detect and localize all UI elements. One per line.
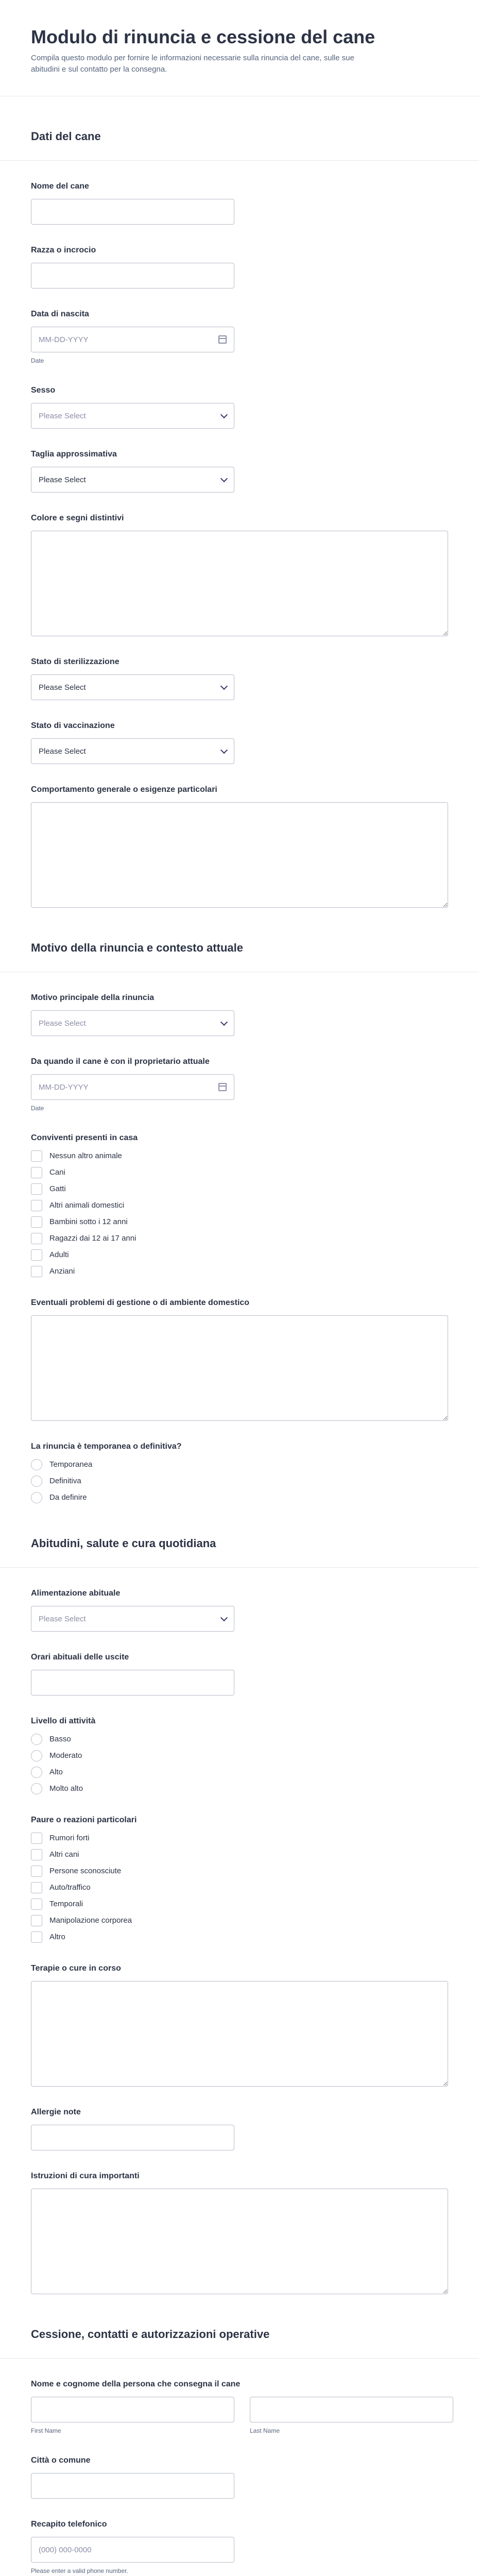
- field-label: La rinuncia è temporanea o definitiva?: [31, 1442, 182, 1451]
- since-date-input[interactable]: [31, 1074, 234, 1100]
- fears-checkboxes: [31, 1833, 448, 1943]
- option-label: Alto: [49, 1768, 63, 1776]
- chevron-down-icon: [220, 474, 228, 482]
- checkbox[interactable]: [31, 1216, 42, 1228]
- field-colors: [0, 493, 479, 636]
- checkbox[interactable]: [31, 1266, 42, 1277]
- calendar-icon[interactable]: [218, 1083, 227, 1091]
- chevron-down-icon: [220, 682, 228, 689]
- field-label: Orari abituali delle uscite: [31, 1653, 129, 1662]
- checkbox[interactable]: [31, 1915, 42, 1926]
- field-label: Sesso: [31, 386, 56, 395]
- field-breed: [0, 225, 479, 289]
- care-textarea[interactable]: [31, 2189, 448, 2294]
- field-sublabel: Date: [31, 357, 44, 364]
- food-select[interactable]: [31, 1606, 234, 1632]
- field-temporary: [0, 1421, 479, 1503]
- vaccination-select[interactable]: [31, 738, 234, 764]
- field-since: [0, 1036, 479, 1112]
- checkbox-option[interactable]: [31, 1899, 448, 1910]
- section-title: Abitudini, salute e cura quotidiana: [31, 1537, 216, 1550]
- radio-option[interactable]: [31, 1476, 448, 1487]
- field-label: Allergie note: [31, 2108, 81, 2116]
- checkbox-option[interactable]: [31, 1183, 448, 1195]
- therapy-textarea[interactable]: [31, 1981, 448, 2087]
- radio[interactable]: [31, 1459, 42, 1470]
- field-label: Alimentazione abituale: [31, 1589, 121, 1598]
- field-label: Da quando il cane è con il proprietario attuale: [31, 1057, 210, 1066]
- last-name-input[interactable]: [250, 2397, 453, 2422]
- field-label: Eventuali problemi di gestione o di ambiente domestico: [31, 1298, 250, 1307]
- checkbox-option[interactable]: [31, 1150, 448, 1162]
- checkbox-option[interactable]: [31, 1200, 448, 1211]
- field-size: [0, 429, 479, 493]
- checkbox[interactable]: [31, 1849, 42, 1860]
- field-label: Città o comune: [31, 2456, 91, 2465]
- field-label: Razza o incrocio: [31, 246, 96, 255]
- checkbox-option[interactable]: [31, 1266, 448, 1277]
- field-person-name: [0, 2359, 479, 2435]
- select-value: Please Select: [39, 747, 86, 756]
- option-label: Da definire: [49, 1493, 87, 1502]
- issues-textarea[interactable]: [31, 1315, 448, 1421]
- field-walks: [0, 1632, 479, 1696]
- radio[interactable]: [31, 1492, 42, 1503]
- field-label: Livello di attività: [31, 1717, 96, 1725]
- option-label: Nessun altro animale: [49, 1151, 122, 1160]
- option-label: Altro: [49, 1933, 65, 1941]
- field-label: Comportamento generale o esigenze particolari: [31, 785, 217, 794]
- select-value: Please Select: [39, 1019, 86, 1028]
- field-sublabel: Please enter a valid phone number.: [31, 2567, 128, 2574]
- checkbox-option[interactable]: [31, 1216, 448, 1228]
- date-placeholder: MM-DD-YYYY: [39, 335, 89, 344]
- radio-option[interactable]: [31, 1783, 448, 1794]
- radio-option[interactable]: [31, 1750, 448, 1761]
- checkbox[interactable]: [31, 1833, 42, 1844]
- checkbox[interactable]: [31, 1200, 42, 1211]
- field-label: Taglia approssimativa: [31, 450, 117, 459]
- checkbox-option[interactable]: [31, 1931, 448, 1943]
- option-label: Altri animali domestici: [49, 1201, 125, 1210]
- radio[interactable]: [31, 1783, 42, 1794]
- option-label: Bambini sotto i 12 anni: [49, 1217, 128, 1226]
- field-label: Istruzioni di cura importanti: [31, 2172, 140, 2180]
- checkbox-option[interactable]: [31, 1249, 448, 1261]
- option-label: Rumori forti: [49, 1834, 90, 1842]
- field-allergies: [0, 2087, 479, 2150]
- field-city: [0, 2435, 479, 2499]
- sterilization-select[interactable]: [31, 674, 234, 700]
- breed-input[interactable]: [31, 263, 234, 289]
- field-therapy: [0, 1943, 479, 2087]
- reason-select[interactable]: [31, 1010, 234, 1036]
- radio[interactable]: [31, 1476, 42, 1487]
- option-label: Gatti: [49, 1184, 66, 1193]
- form-subtitle: Compila questo modulo per fornire le informazioni necessarie sulla rinuncia del cane, sulle sue abitudini e sul contatto per la consegna.: [31, 54, 354, 74]
- field-sublabel: Last Name: [250, 2427, 280, 2434]
- checkbox[interactable]: [31, 1150, 42, 1162]
- select-value: Please Select: [39, 475, 86, 484]
- option-label: Adulti: [49, 1250, 69, 1259]
- field-label: Nome e cognome della persona che consegna il cane: [31, 2380, 241, 2388]
- field-sublabel: Date: [31, 1105, 44, 1112]
- field-label: Terapie o cure in corso: [31, 1964, 121, 1973]
- first-name-col: [31, 2397, 234, 2435]
- activity-radios: [31, 1734, 448, 1794]
- field-vaccination: [0, 700, 479, 764]
- checkbox-option[interactable]: [31, 1915, 448, 1926]
- option-label: Basso: [49, 1735, 71, 1743]
- chevron-down-icon: [220, 1614, 228, 1621]
- cohabitants-checkboxes: [31, 1150, 448, 1277]
- date-placeholder: MM-DD-YYYY: [39, 1082, 89, 1092]
- first-name-input[interactable]: [31, 2397, 234, 2422]
- checkbox-option[interactable]: [31, 1833, 448, 1844]
- section-contacts: [0, 2294, 479, 2359]
- birth-date-input[interactable]: [31, 327, 234, 352]
- radio[interactable]: [31, 1734, 42, 1745]
- size-select[interactable]: [31, 467, 234, 493]
- option-label: Temporali: [49, 1900, 83, 1908]
- option-label: Moderato: [49, 1751, 82, 1760]
- field-care: [0, 2150, 479, 2294]
- section-dog-data: [0, 96, 479, 161]
- form-header: [0, 0, 479, 96]
- calendar-icon[interactable]: [218, 335, 227, 344]
- field-label: Stato di sterilizzazione: [31, 657, 119, 666]
- section-title: Dati del cane: [31, 130, 101, 143]
- option-label: Auto/traffico: [49, 1883, 91, 1892]
- option-label: Altri cani: [49, 1850, 79, 1859]
- checkbox-option[interactable]: [31, 1849, 448, 1860]
- field-label: Recapito telefonico: [31, 2520, 107, 2529]
- checkbox[interactable]: [31, 1866, 42, 1877]
- section-title: Motivo della rinuncia e contesto attuale: [31, 941, 243, 954]
- select-value: Please Select: [39, 411, 86, 420]
- checkbox[interactable]: [31, 1233, 42, 1244]
- checkbox[interactable]: [31, 1882, 42, 1893]
- radio-option[interactable]: [31, 1734, 448, 1745]
- phone-input[interactable]: [31, 2537, 234, 2563]
- field-birth-date: [0, 289, 479, 365]
- field-phone: [0, 2499, 479, 2575]
- allergies-input[interactable]: [31, 2125, 234, 2150]
- field-issues: [0, 1277, 479, 1421]
- select-value: Please Select: [39, 1614, 86, 1623]
- field-behavior: [0, 764, 479, 908]
- option-label: Manipolazione corporea: [49, 1916, 132, 1925]
- section-title: Cessione, contatti e autorizzazioni operative: [31, 2328, 270, 2341]
- option-label: Temporanea: [49, 1460, 93, 1469]
- chevron-down-icon: [220, 1018, 228, 1025]
- field-label: Motivo principale della rinuncia: [31, 993, 155, 1002]
- checkbox[interactable]: [31, 1249, 42, 1261]
- name-row: [31, 2397, 448, 2435]
- form-title: Modulo di rinuncia e cessione del cane: [31, 26, 375, 47]
- field-label: Colore e segni distintivi: [31, 514, 124, 522]
- radio[interactable]: [31, 1767, 42, 1778]
- field-label: Stato di vaccinazione: [31, 721, 115, 730]
- radio-option[interactable]: [31, 1459, 448, 1470]
- select-value: Please Select: [39, 683, 86, 692]
- radio-option[interactable]: [31, 1492, 448, 1503]
- field-cohabitants: [0, 1112, 479, 1277]
- field-label: Conviventi presenti in casa: [31, 1133, 138, 1142]
- field-reason: [0, 972, 479, 1036]
- option-label: Cani: [49, 1168, 65, 1177]
- radio-option[interactable]: [31, 1767, 448, 1778]
- checkbox[interactable]: [31, 1183, 42, 1195]
- option-label: Molto alto: [49, 1784, 83, 1793]
- option-label: Definitiva: [49, 1477, 81, 1485]
- last-name-col: [250, 2397, 453, 2435]
- checkbox-option[interactable]: [31, 1167, 448, 1178]
- option-label: Anziani: [49, 1267, 75, 1276]
- field-sex: [0, 365, 479, 429]
- option-label: Persone sconosciute: [49, 1867, 122, 1875]
- checkbox-option[interactable]: [31, 1866, 448, 1877]
- field-sterilization: [0, 636, 479, 700]
- sex-select[interactable]: [31, 403, 234, 429]
- section-reason: [0, 908, 479, 972]
- field-label: Paure o reazioni particolari: [31, 1816, 137, 1824]
- field-label: Nome del cane: [31, 182, 89, 191]
- checkbox-option[interactable]: [31, 1233, 448, 1244]
- checkbox-option[interactable]: [31, 1882, 448, 1893]
- temporary-radios: [31, 1459, 448, 1503]
- checkbox[interactable]: [31, 1931, 42, 1943]
- checkbox[interactable]: [31, 1899, 42, 1910]
- field-dog-name: [0, 161, 479, 225]
- field-sublabel: First Name: [31, 2427, 61, 2434]
- field-fears: [0, 1794, 479, 1943]
- field-activity: [0, 1696, 479, 1794]
- option-label: Ragazzi dai 12 ai 17 anni: [49, 1234, 136, 1243]
- walks-input[interactable]: [31, 1670, 234, 1696]
- dog-name-input[interactable]: [31, 199, 234, 225]
- section-habits: [0, 1503, 479, 1568]
- behavior-textarea[interactable]: [31, 802, 448, 908]
- chevron-down-icon: [220, 746, 228, 753]
- chevron-down-icon: [220, 411, 228, 418]
- field-food: [0, 1568, 479, 1632]
- field-label: Data di nascita: [31, 310, 89, 318]
- radio[interactable]: [31, 1750, 42, 1761]
- checkbox[interactable]: [31, 1167, 42, 1178]
- city-input[interactable]: [31, 2473, 234, 2499]
- colors-textarea[interactable]: [31, 531, 448, 636]
